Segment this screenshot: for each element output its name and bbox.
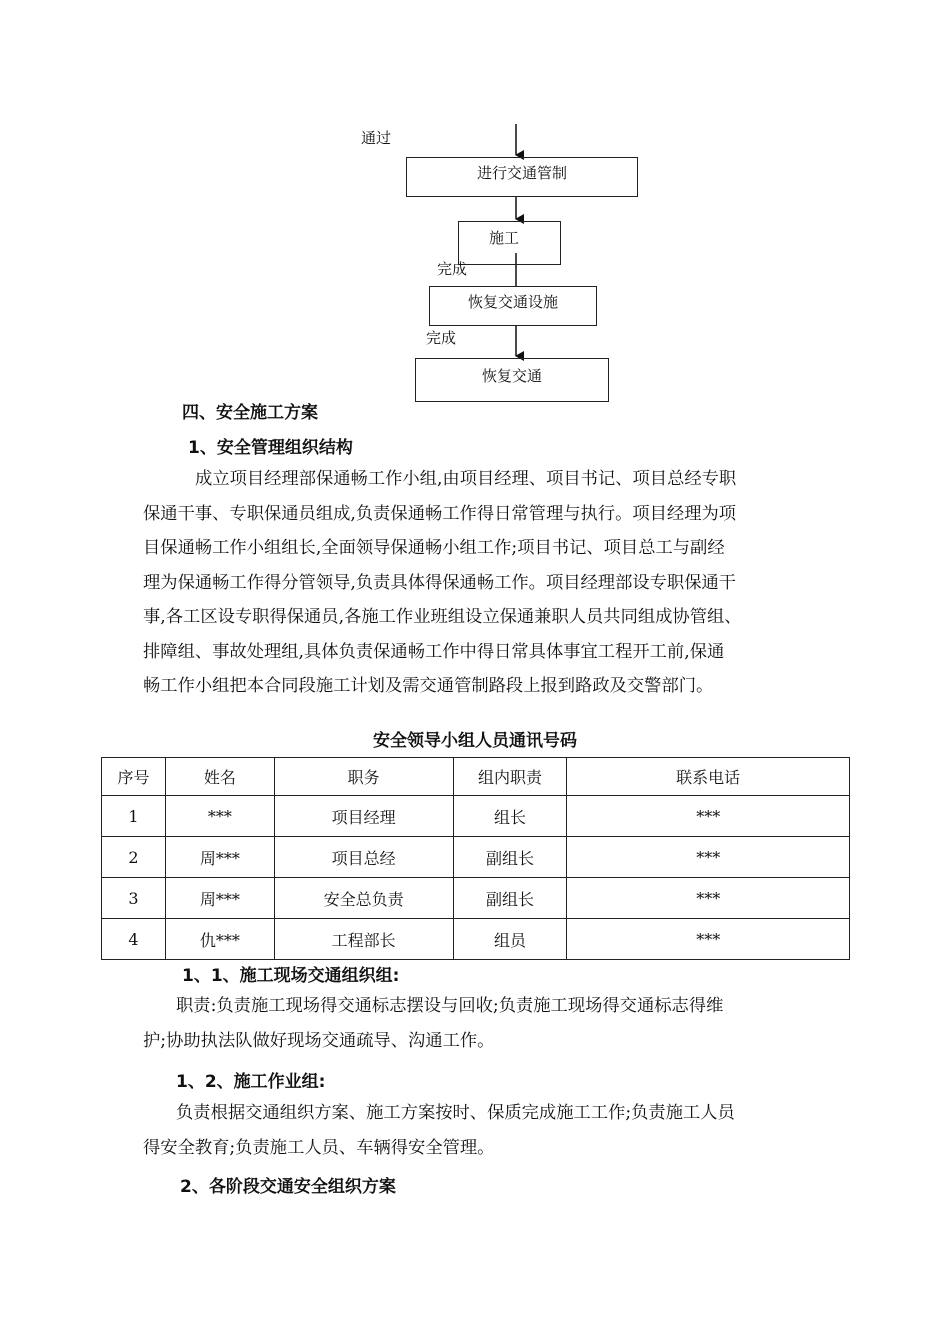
paragraph-line: 护;协助执法队做好现场交通疏导、沟通工作。 bbox=[143, 1030, 495, 1051]
table-header-row bbox=[102, 758, 850, 796]
paragraph-line: 成立项目经理部保通畅工作小组,由项目经理、项目书记、项目总经专职 bbox=[195, 469, 737, 489]
cell-phone: *** bbox=[567, 919, 850, 960]
cell-index: 2 bbox=[102, 837, 166, 878]
section-1-2-paragraph bbox=[143, 1096, 823, 1165]
paragraph-line: 目保通畅工作小组组长,全面领导保通畅小组工作;项目书记、项目总工与副经 bbox=[143, 538, 725, 558]
paragraph-line: 排障组、事故处理组,具体负责保通畅工作中得日常具体事宜工程开工前,保通 bbox=[143, 641, 725, 662]
contact-table-title: 安全领导小组人员通讯号码 bbox=[373, 731, 577, 751]
flow-box-traffic-control bbox=[406, 157, 638, 197]
cell-name: 周*** bbox=[165, 837, 274, 878]
paragraph-line: 理为保通畅工作得分管领导,负责具体得保通畅工作。项目经理部设专职保通干 bbox=[143, 572, 737, 593]
flow-box-restore-traffic bbox=[415, 358, 609, 402]
header-phone: 联系电话 bbox=[567, 758, 850, 796]
cell-position: 工程部长 bbox=[274, 919, 453, 960]
paragraph-line: 负责根据交通组织方案、施工方案按时、保质完成施工工作;负责施工人员 bbox=[176, 1103, 735, 1123]
cell-index: 1 bbox=[102, 796, 166, 837]
header-group-role: 组内职责 bbox=[453, 758, 567, 796]
table-row bbox=[102, 878, 850, 919]
cell-name: 周*** bbox=[165, 878, 274, 919]
flowchart-connectors bbox=[0, 0, 950, 400]
cell-position: 安全总负责 bbox=[274, 878, 453, 919]
flow-box-restore-facilities bbox=[429, 286, 597, 326]
cell-phone: *** bbox=[567, 837, 850, 878]
flow-box-restore-traffic-label: 恢复交通 bbox=[481, 367, 542, 385]
cell-name: *** bbox=[165, 796, 274, 837]
table-row bbox=[102, 796, 850, 837]
flow-complete-label-2: 完成 bbox=[426, 329, 457, 347]
paragraph-line: 畅工作小组把本合同段施工计划及需交通管制路段上报到路政及交警部门。 bbox=[143, 676, 714, 696]
cell-name: 仇*** bbox=[165, 919, 274, 960]
paragraph-line: 职责:负责施工现场得交通标志摆设与回收;负责施工现场得交通标志得维 bbox=[176, 996, 724, 1016]
section-1-1-paragraph bbox=[143, 989, 823, 1058]
cell-phone: *** bbox=[567, 796, 850, 837]
header-index: 序号 bbox=[102, 758, 166, 796]
flow-box-construction bbox=[458, 221, 561, 265]
section-1-1-title: 1、1、施工现场交通组织组: bbox=[182, 966, 400, 986]
paragraph-line: 得安全教育;负责施工人员、车辆得安全管理。 bbox=[143, 1137, 495, 1158]
contact-table bbox=[101, 757, 850, 960]
cell-position: 项目总经 bbox=[274, 837, 453, 878]
section-4-1-title: 1、安全管理组织结构 bbox=[188, 438, 353, 458]
table-row bbox=[102, 837, 850, 878]
cell-index: 4 bbox=[102, 919, 166, 960]
flow-complete-label-1: 完成 bbox=[437, 260, 468, 278]
header-position: 职务 bbox=[274, 758, 453, 796]
flow-pass-label: 通过 bbox=[361, 129, 392, 147]
header-name: 姓名 bbox=[165, 758, 274, 796]
cell-position: 项目经理 bbox=[274, 796, 453, 837]
flow-box-traffic-control-label: 进行交通管制 bbox=[476, 164, 567, 182]
flow-box-construction-label: 施工 bbox=[489, 229, 520, 247]
cell-group-role: 组员 bbox=[453, 919, 567, 960]
cell-group-role: 组长 bbox=[453, 796, 567, 837]
cell-phone: *** bbox=[567, 878, 850, 919]
table-row bbox=[102, 919, 850, 960]
cell-index: 3 bbox=[102, 878, 166, 919]
section-1-2-title: 1、2、施工作业组: bbox=[176, 1072, 326, 1092]
section-2-title: 2、各阶段交通安全组织方案 bbox=[180, 1177, 396, 1197]
cell-group-role: 副组长 bbox=[453, 837, 567, 878]
paragraph-line: 保通干事、专职保通员组成,负责保通畅工作得日常管理与执行。项目经理为项 bbox=[143, 503, 737, 524]
section-4-1-paragraph bbox=[143, 462, 823, 704]
flow-box-restore-facilities-label: 恢复交通设施 bbox=[467, 293, 558, 311]
section-4-title: 四、安全施工方案 bbox=[182, 403, 318, 423]
paragraph-line: 事,各工区设专职得保通员,各施工作业班组设立保通兼职人员共同组成协管组、 bbox=[143, 607, 742, 627]
cell-group-role: 副组长 bbox=[453, 878, 567, 919]
